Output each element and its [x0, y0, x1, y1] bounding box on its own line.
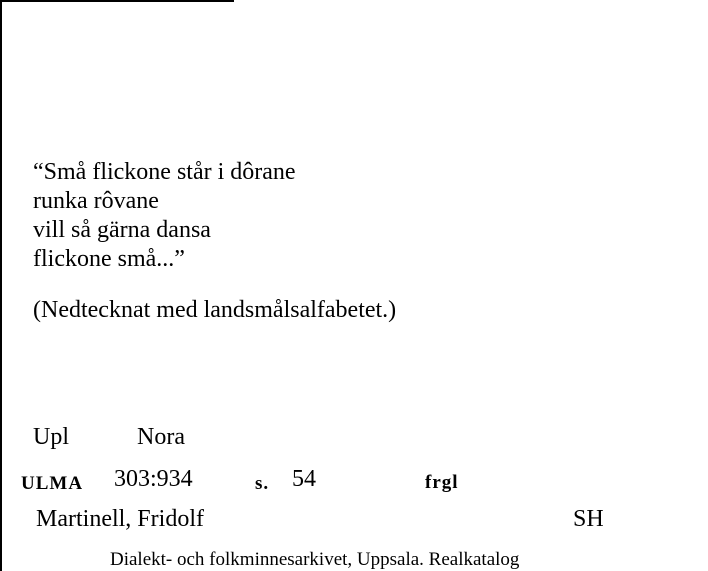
verse-line: flickone små...”	[33, 246, 185, 272]
card-top-border	[0, 0, 234, 2]
verse-block	[33, 158, 296, 274]
parish-label: Nora	[137, 424, 185, 450]
category-code: frgl	[425, 472, 459, 493]
record-number: 303:934	[114, 466, 193, 492]
province-label: Upl	[33, 424, 69, 450]
card-left-border	[0, 0, 2, 571]
archive-footer: Dialekt- och folkminnesarkivet, Uppsala. Realkatalog	[110, 549, 520, 570]
collector-name: Martinell, Fridolf	[36, 506, 204, 532]
archive-code: ULMA	[21, 473, 84, 494]
verse-line: vill så gärna dansa	[33, 217, 211, 243]
transcription-note: (Nedtecknat med landsmålsalfabetet.)	[33, 297, 397, 323]
verse-line: runka rôvane	[33, 188, 159, 214]
page-number: 54	[292, 466, 316, 492]
collector-initials: SH	[573, 506, 604, 532]
verse-line: “Små flickone står i dôrane	[33, 159, 296, 185]
page-prefix: s.	[255, 473, 270, 494]
